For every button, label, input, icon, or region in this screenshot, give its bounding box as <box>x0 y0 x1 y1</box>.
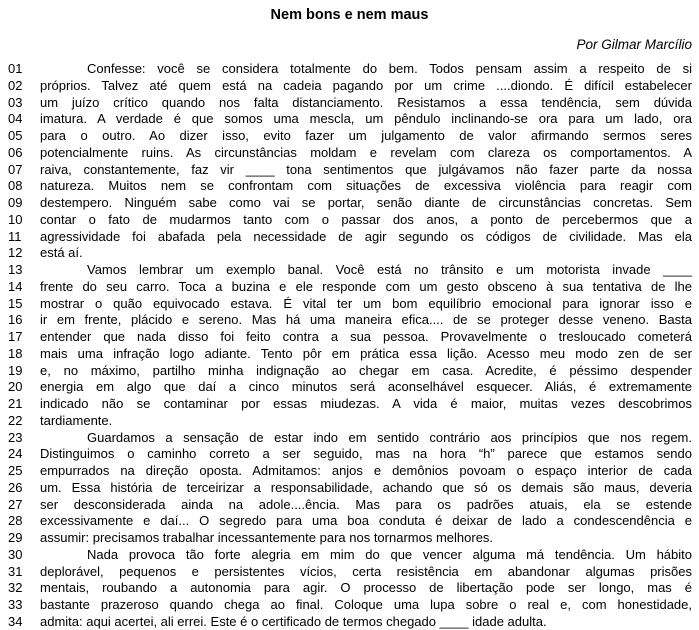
line-number: 21 <box>8 396 23 411</box>
text-line-row <box>0 379 699 396</box>
line-number: 31 <box>8 563 23 579</box>
line-number: 18 <box>8 345 23 361</box>
line-text: bastante prazeroso quando chega ao final. Coloque uma lupa sobre o real e, com honestidade, <box>40 597 692 612</box>
line-text: indicado não se contaminar por essas miudezas. A vida é maior, muitas vezes descobrimos <box>40 396 692 411</box>
line-text: natureza. Muitos nem se confrontam com situações de excessiva violência para reagir com <box>40 178 692 194</box>
text-line-row <box>0 312 699 329</box>
text-line-row <box>0 229 699 246</box>
line-number: 20 <box>8 379 23 395</box>
text-line-row <box>0 513 699 530</box>
text-line-row <box>0 463 699 480</box>
line-text: mentais, roubando a autonomia para agir. O processo de libertação pode ser longo, mas é <box>40 580 692 596</box>
line-text: destempero. Ninguém sabe como vai se portar, senão diante de circunstâncias concretas. Sem <box>40 195 692 210</box>
text-line-row <box>0 346 699 363</box>
line-text: Nada provoca tão forte alegria em mim do que vencer alguma má tendência. Um hábito <box>87 546 692 562</box>
line-text: para o outro. Ao dizer isso, evito fazer um julgamento de valor afirmando sermos seres <box>40 128 692 143</box>
line-number: 28 <box>8 513 23 529</box>
line-number: 14 <box>8 278 23 294</box>
text-line-row <box>0 95 699 112</box>
text-line-row <box>0 564 699 581</box>
text-line-row <box>0 296 699 313</box>
text-line-row <box>0 78 699 95</box>
line-number: 12 <box>8 245 23 261</box>
text-line-row <box>0 580 699 597</box>
line-text: potencialmente ruins. As circunstâncias moldam e revelam com clareza os comportamentos. A <box>40 144 692 160</box>
text-line-row <box>0 614 699 630</box>
text-line-row <box>0 178 699 195</box>
line-text: próprios. Talvez até quem está na cadeia pagando por um crime ....diondo. É difícil estabelecer <box>40 77 692 93</box>
text-line-row <box>0 430 699 447</box>
text-line-row <box>0 262 699 279</box>
text-line-row <box>0 530 699 547</box>
line-number: 24 <box>8 446 23 462</box>
line-number: 26 <box>8 479 23 495</box>
line-text: Confesse: você se considera totalmente do bem. Todos pensam assim a respeito de si <box>87 61 692 76</box>
line-text: raiva, constantemente, faz vir ____ tona sentimentos que julgávamos não fazer parte da nossa <box>40 161 692 177</box>
line-text: imatura. A verdade é que somos uma mescla, um pêndulo inclinando-se ora para um lado, ora <box>40 111 692 127</box>
line-text: e, no máximo, partilho minha indignação ao chegar em casa. Acredite, é péssimo despender <box>40 362 692 378</box>
line-number: 29 <box>8 530 23 545</box>
byline: Por Gilmar Marcílio <box>576 37 692 52</box>
line-number: 05 <box>8 128 23 143</box>
line-number: 03 <box>8 94 23 110</box>
text-line-row <box>0 279 699 296</box>
document-title: Nem bons e nem maus <box>270 7 429 23</box>
text-line-row <box>0 547 699 564</box>
line-text: empurrados na direção oposta. Admitamos: anjos e demônios povoam o espaço interior de cada <box>40 463 692 478</box>
line-text: tardiamente. <box>40 412 113 428</box>
line-text: um. Essa história de terceirizar a responsabilidade, achando que só os demais são maus, deveria <box>40 479 692 495</box>
line-number: 22 <box>8 412 23 428</box>
line-text: deplorável, pequenos e persistentes vícios, certa resistência em abandonar algumas prisões <box>40 563 692 579</box>
line-number: 25 <box>8 463 23 478</box>
line-number: 19 <box>8 362 23 378</box>
line-number: 15 <box>8 295 23 311</box>
line-number: 34 <box>8 613 23 629</box>
line-number: 01 <box>8 61 23 76</box>
text-line-row <box>0 195 699 212</box>
line-text: admita: aqui acertei, ali errei. Este é o certificado de termos chegado ____ idade adulta. <box>40 613 547 629</box>
line-number: 04 <box>8 111 23 127</box>
line-text: agressividade foi abafada pela necessidade de agir segundo os códigos de civilidade. Mas ela <box>40 228 692 244</box>
line-text: Guardamos a sensação de estar indo em sentido contrário aos princípios que nos regem. <box>87 429 692 445</box>
text-body <box>0 61 699 630</box>
line-number: 30 <box>8 546 23 562</box>
text-line-row <box>0 446 699 463</box>
text-line-row <box>0 480 699 497</box>
line-text: mostrar o quão equivocado estava. É vital ter um bom equilíbrio emocional para ignorar isso e <box>40 295 692 311</box>
line-text: um juízo crítico quando nos falta distanciamento. Resistamos a essa tendência, sem dúvida <box>40 94 692 110</box>
text-line-row <box>0 162 699 179</box>
line-number: 27 <box>8 496 23 512</box>
line-number: 16 <box>8 312 23 328</box>
text-line-row <box>0 128 699 145</box>
line-number: 02 <box>8 77 23 93</box>
text-line-row <box>0 396 699 413</box>
text-line-row <box>0 245 699 262</box>
line-text: excessivamente e daí... O segredo para uma boa conduta é deixar de lado a condescendência e <box>40 513 692 529</box>
line-number: 17 <box>8 329 23 344</box>
line-number: 08 <box>8 178 23 194</box>
text-line-row <box>0 329 699 346</box>
line-text: contar o fato de mudarmos tanto com o passar dos anos, a ponto de percebermos que a <box>40 211 692 227</box>
line-number: 13 <box>8 262 23 277</box>
line-number: 11 <box>8 228 22 244</box>
line-text: Distinguimos o caminho correto a ser seguido, mas na hora “h” parece que estamos sendo <box>40 446 692 462</box>
line-text: Vamos lembrar um exemplo banal. Você está no trânsito e um motorista invade ____ <box>87 262 692 277</box>
line-number: 10 <box>8 211 23 227</box>
text-line-row <box>0 413 699 430</box>
line-text: ir em frente, plácido e sereno. Mas há uma maneira efica.... de se proteger desse veneno. Basta <box>40 312 692 328</box>
text-line-row <box>0 597 699 614</box>
line-number: 33 <box>8 597 23 612</box>
text-line-row <box>0 497 699 514</box>
line-number: 06 <box>8 144 23 160</box>
line-text: está aí. <box>40 245 83 261</box>
line-text: assumir: precisamos trabalhar incessantemente para nos tornarmos melhores. <box>40 530 494 545</box>
line-text: mais uma infração logo adiante. Tento pôr em prática essa lição. Acesso meu modo zen de ser <box>40 345 692 361</box>
line-text: entender que nada disso foi feito contra a sua pessoa. Provavelmente o tresloucado cometerá <box>40 329 692 344</box>
text-line-row <box>0 145 699 162</box>
text-line-row <box>0 61 699 78</box>
line-text: ser desconsiderada ainda na adole....ência. Mas para os padrões atuais, ela se estende <box>40 496 692 512</box>
line-number: 09 <box>8 195 23 210</box>
line-number: 23 <box>8 429 23 445</box>
text-line-row <box>0 111 699 128</box>
line-text: frente do seu carro. Toca a buzina e ele responde com um gesto obsceno à sua tentativa de lhe <box>40 278 692 294</box>
text-line-row <box>0 363 699 380</box>
line-number: 07 <box>8 161 23 177</box>
text-line-row <box>0 212 699 229</box>
line-number: 32 <box>8 580 23 596</box>
line-text: energia em algo que daí a cinco minutos será aconselhável esquecer. Aliás, é extremamente <box>40 379 692 395</box>
